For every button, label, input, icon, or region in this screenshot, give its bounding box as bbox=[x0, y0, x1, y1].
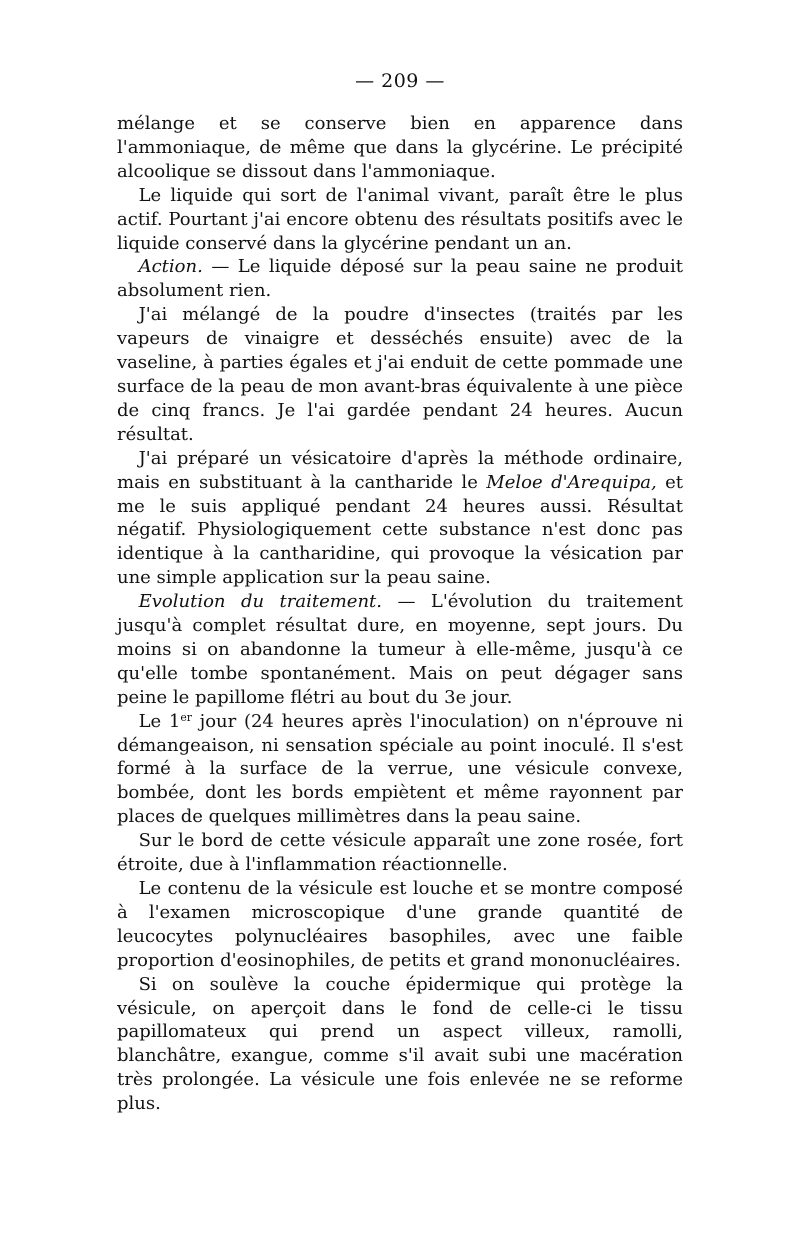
paragraph-7-text-after: jour (24 heures après l'inoculation) on n'éprouve ni démangeaison, ni sensation spéciale au point inoculé. Il s'est formé à la surface de la verrue, une vésicule convexe, bombée, dont les bords empiètent et même rayonnent par places de quelques millimètres dans la peau saine. bbox=[117, 710, 683, 828]
paragraph-5 bbox=[117, 447, 683, 590]
paragraph-3-text: — Le liquide déposé sur la peau saine ne produit absolument rien. bbox=[117, 256, 683, 302]
paragraph-9: Le contenu de la vésicule est louche et se montre composé à l'examen microscopique d'une grande quantité de leucocytes polynucléaires basophiles, avec une faible proportion d'eosinophiles, de petits et grand mononucléaires. bbox=[117, 878, 683, 971]
paragraph-1: mélange et se conserve bien en apparence dans l'ammoniaque, de même que dans la glycérine. Le précipité alcoolique se dissout dans l'ammoniaque. bbox=[117, 113, 683, 182]
paragraph-5-text-after: et me le suis appliqué pendant 24 heures aussi. Résultat négatif. Physiologiquement cette substance n'est donc pas identique à la cantharidine, qui provoque la vésication par une simple application sur la peau saine. bbox=[117, 471, 684, 589]
section-heading-evolution: Evolution du traitement. bbox=[138, 591, 382, 613]
paragraph-6-text: — L'évolution du traitement jusqu'à complet résultat dure, en moyenne, sept jours. Du moins si on abandonne la tumeur à elle-même, jusqu'à ce qu'elle tombe spontanément. Mais on peut dégager sans peine le papillome flétri au bout du 3e jour. bbox=[117, 591, 683, 708]
ordinal-superscript: er bbox=[180, 710, 192, 724]
species-name: Meloe d'Arequipa, bbox=[486, 471, 657, 493]
paragraph-8: Sur le bord de cette vésicule apparaît une zone rosée, fort étroite, due à l'inflammation réactionnelle. bbox=[117, 830, 683, 876]
paragraph-7-text-before: Le 1 bbox=[138, 710, 181, 732]
paragraph-6 bbox=[117, 590, 683, 710]
body-text bbox=[117, 112, 683, 1116]
paragraph-10: Si on soulève la couche épidermique qui protège la vésicule, on aperçoit dans le fond de celle-ci le tissu papillomateux qui prend un aspect villeux, ramolli, blanchâtre, exangue, comme s'il avait subi une macération très prolongée. La vésicule une fois enlevée ne se reforme plus. bbox=[117, 973, 683, 1115]
paragraph-4: J'ai mélangé de la poudre d'insectes (traités par les vapeurs de vinaigre et desséchés ensuite) avec de la vaseline, à parties égales et j'ai enduit de cette pommade une surface de la peau de mon avant-bras équivalente à une pièce de cinq francs. Je l'ai gardée pendant 24 heures. Aucun résultat. bbox=[117, 304, 683, 445]
section-heading-action: Action. bbox=[138, 256, 203, 278]
paragraph-5-text-before: J'ai préparé un vésicatoire d'après la méthode ordinaire, mais en substituant à la cantharide le bbox=[117, 447, 683, 493]
paragraph-2: Le liquide qui sort de l'animal vivant, paraît être le plus actif. Pourtant j'ai encore obtenu des résultats positifs avec le liquide conservé dans la glycérine pendant un an. bbox=[117, 184, 683, 254]
page-number: — 209 — bbox=[355, 70, 445, 92]
paragraph-7 bbox=[117, 710, 683, 830]
paragraph-3 bbox=[117, 255, 683, 303]
